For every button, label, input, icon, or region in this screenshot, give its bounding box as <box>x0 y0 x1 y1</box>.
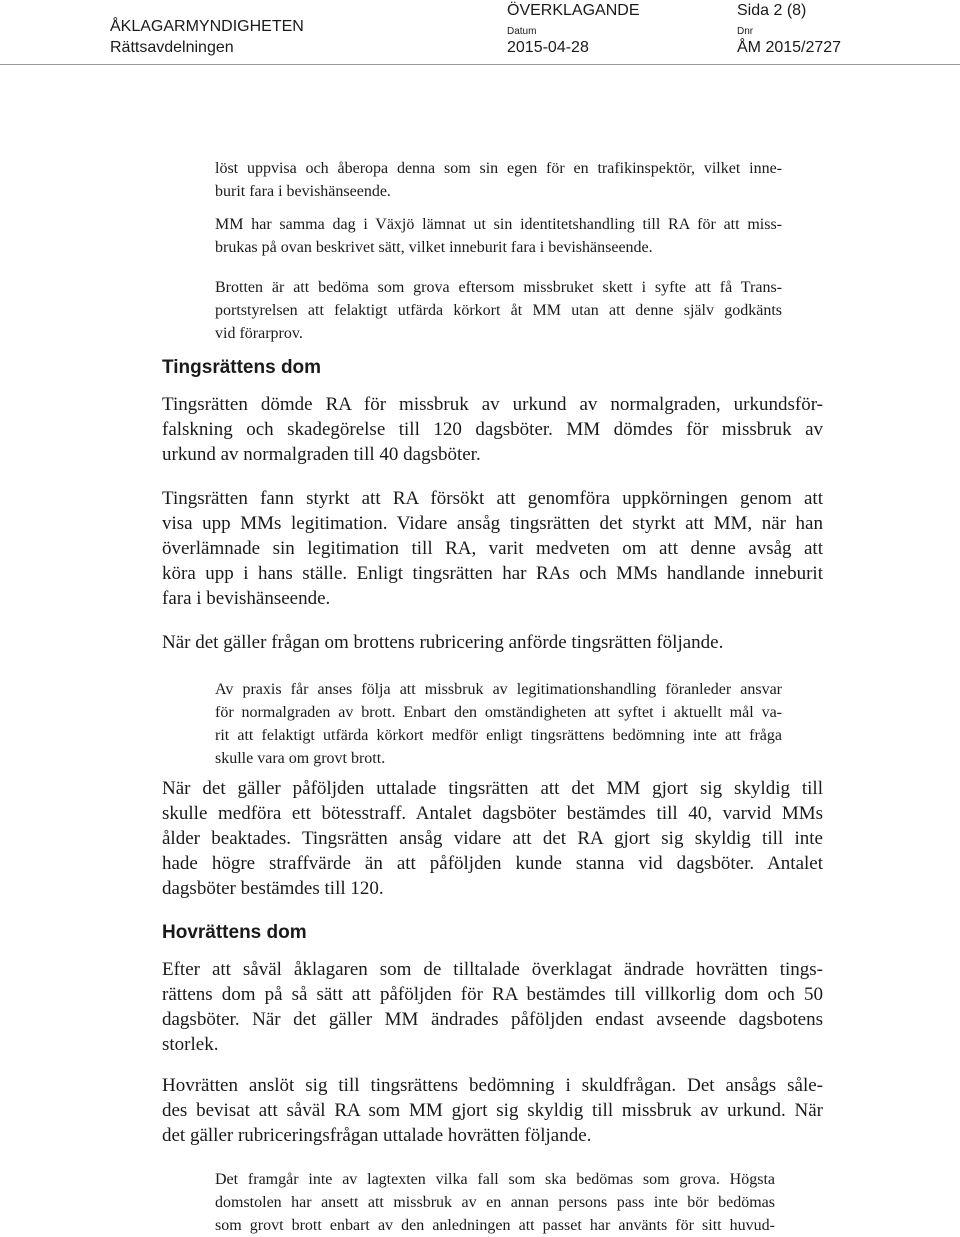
paragraph-9 <box>162 1073 823 1148</box>
header-divider <box>0 64 960 65</box>
paragraph-line: Tingsrätten dömde RA för missbruk av urkund av normalgraden, urkundsför- <box>162 394 823 415</box>
paragraph-2 <box>215 213 782 259</box>
paragraph-8 <box>162 957 823 1057</box>
division-name: Rättsavdelningen <box>110 39 234 56</box>
paragraph-line: storlek. <box>162 1034 219 1055</box>
quote-line: rit att felaktigt utfärda körkort medför enligt tingsrättens bedömning inte att fråga <box>215 727 782 744</box>
paragraph-line: När det gäller frågan om brottens rubricering anförde tingsrätten följande. <box>162 632 724 653</box>
paragraph-line: löst uppvisa och åberopa denna som sin egen för en trafikinspektör, vilket inne- <box>215 160 782 177</box>
paragraph-4 <box>162 392 823 467</box>
paragraph-line: ålder beaktades. Tingsrätten ansåg vidare att det RA gjort sig skyldig till inte <box>162 828 823 849</box>
paragraph-line: överlämnade sin legitimation till RA, varit medveten om att denne avsåg att <box>162 538 823 559</box>
paragraph-7 <box>162 776 823 901</box>
paragraph-5 <box>162 486 823 611</box>
paragraph-6 <box>162 630 823 655</box>
dnr-value: ÅM 2015/2727 <box>737 39 842 56</box>
paragraph-line: des bevisat att såväl RA som MM gjort sig skyldig till missbruk av urkund. När <box>162 1100 823 1121</box>
paragraph-line: Hovrätten anslöt sig till tingsrättens bedömning i skuldfrågan. Det ansågs såle- <box>162 1075 823 1096</box>
paragraph-line: Brotten är att bedöma som grova eftersom missbruket skett i syfte att få Trans- <box>215 279 782 296</box>
dnr-label: Dnr <box>737 26 754 37</box>
paragraph-3 <box>215 276 782 345</box>
paragraph-line: urkund av normalgraden till 40 dagsböter. <box>162 444 481 465</box>
quote-line: domstolen har ansett att missbruk av en annan persons pass inte bör bedömas <box>215 1194 775 1211</box>
paragraph-line: det gäller rubriceringsfrågan uttalade hovrätten följande. <box>162 1125 592 1146</box>
section-heading-tingsratt: Tingsrättens dom <box>162 357 322 378</box>
paragraph-1 <box>215 157 782 203</box>
paragraph-line: portstyrelsen att felaktigt utfärda körkort åt MM utan att denne själv godkänts <box>215 302 782 319</box>
block-quote-1 <box>215 678 782 770</box>
paragraph-line: Tingsrätten fann styrkt att RA försökt att genomföra uppkörningen genom att <box>162 488 823 509</box>
paragraph-line: burit fara i bevishänseende. <box>215 183 391 200</box>
date-label: Datum <box>507 26 537 37</box>
paragraph-line: skulle medföra ett bötesstraff. Antalet dagsböter bestämdes till 40, varvid MMs <box>162 803 823 824</box>
quote-line: för normalgraden av brott. Enbart den omständigheten att syftet i aktuellt mål va- <box>215 704 782 721</box>
block-quote-2 <box>215 1168 775 1237</box>
paragraph-line: När det gäller påföljden uttalade tingsrätten att det MM gjort sig skyldig till <box>162 778 823 799</box>
paragraph-line: brukas på ovan beskrivet sätt, vilket inneburit fara i bevishänseende. <box>215 239 653 256</box>
org-name: ÅKLAGARMYNDIGHETEN <box>110 18 304 35</box>
paragraph-line: MM har samma dag i Växjö lämnat ut sin identitetshandling till RA för att miss- <box>215 216 782 233</box>
date-value: 2015-04-28 <box>507 39 589 56</box>
paragraph-line: dagsböter bestämdes till 120. <box>162 878 384 899</box>
paragraph-line: köra upp i hans ställe. Enligt tingsrätten har RAs och MMs handlande inneburit <box>162 563 823 584</box>
quote-line: skulle vara om grovt brott. <box>215 750 386 767</box>
quote-line: som grovt brott enbart av den anledningen att passet har använts för sitt huvud- <box>215 1217 775 1234</box>
doc-type: ÖVERKLAGANDE <box>507 2 640 19</box>
paragraph-line: falskning och skadegörelse till 120 dagsböter. MM dömdes för missbruk av <box>162 419 823 440</box>
quote-line: Det framgår inte av lagtexten vilka fall som ska bedömas som grova. Högsta <box>215 1171 775 1188</box>
paragraph-line: vid förarprov. <box>215 325 303 342</box>
page-number: Sida 2 (8) <box>737 2 807 19</box>
paragraph-line: fara i bevishänseende. <box>162 588 331 609</box>
section-heading-hovratt: Hovrättens dom <box>162 922 307 943</box>
paragraph-line: visa upp MMs legitimation. Vidare ansåg tingsrätten det styrkt att MM, när han <box>162 513 823 534</box>
paragraph-line: dagsböter. När det gäller MM ändrades påföljden endast avseende dagsbotens <box>162 1009 823 1030</box>
quote-line: Av praxis får anses följa att missbruk av legitimationshandling föranleder ansvar <box>215 681 782 698</box>
paragraph-line: rättens dom på så sätt att påföljden för RA bestämdes till villkorlig dom och 50 <box>162 984 823 1005</box>
paragraph-line: Efter att såväl åklagaren som de tilltalade överklagat ändrade hovrätten tings- <box>162 959 823 980</box>
paragraph-line: hade högre straffvärde än att påföljden kunde stanna vid dagsböter. Antalet <box>162 853 823 874</box>
